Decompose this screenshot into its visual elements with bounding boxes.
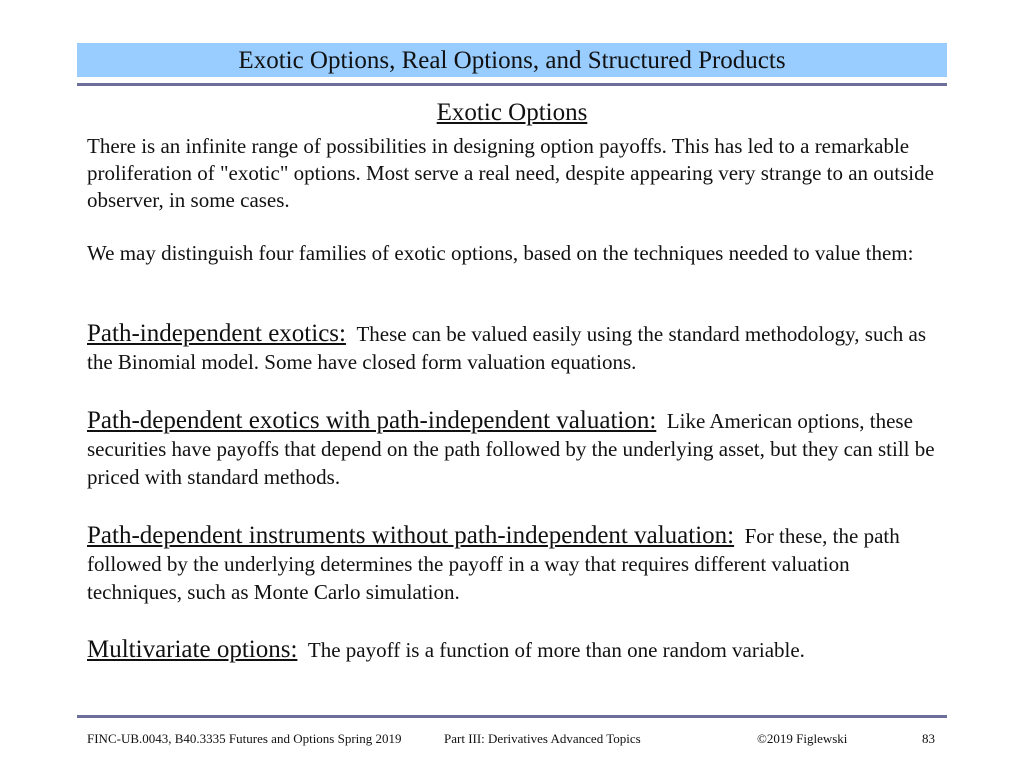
family-description: For these, the path followed by the underlying determines the payoff in a way that requires different valuation techniques, such as Monte Carlo simulation.	[87, 524, 900, 604]
family-item-path-dependent-no-independent-valuation	[87, 522, 942, 606]
page-number: 83	[922, 731, 935, 746]
section-title	[0, 98, 1024, 128]
header-divider	[77, 83, 947, 86]
footer-course: FINC-UB.0043, B40.3335 Futures and Options Spring 2019	[87, 731, 402, 746]
footer-divider	[77, 715, 947, 718]
family-description: Like American options, these securities have payoffs that depend on the path followed by the underlying asset, but they can still be priced with standard methods.	[87, 409, 935, 489]
family-description: These can be valued easily using the standard methodology, such as the Binomial model. Some have closed form valuation equations.	[87, 322, 927, 374]
family-description: The payoff is a function of more than one random variable.	[307, 638, 805, 662]
family-heading: Path-dependent instruments without path-independent valuation:	[87, 522, 735, 549]
family-item-multivariate	[87, 636, 942, 664]
intro-paragraph-2: We may distinguish four families of exotic options, based on the techniques needed to value them:	[87, 241, 914, 265]
family-item-path-dependent-independent-valuation	[87, 407, 942, 491]
slide-title: Exotic Options, Real Options, and Structured Products	[77, 43, 947, 77]
section-title-text: Exotic Options	[436, 99, 588, 126]
family-item-path-independent	[87, 320, 942, 376]
family-heading: Path-dependent exotics with path-independent valuation:	[87, 407, 657, 434]
intro-paragraph-1: There is an infinite range of possibilities in designing option payoffs. This has led to a remarkable proliferation of "exotic" options. Most serve a real need, despite appearing very strange to an outside observer, in some cases.	[87, 134, 934, 212]
footer-copyright: ©2019 Figlewski	[757, 731, 848, 746]
footer-part: Part III: Derivatives Advanced Topics	[444, 731, 641, 746]
family-heading: Path-independent exotics:	[87, 320, 346, 347]
family-heading: Multivariate options:	[87, 636, 298, 663]
